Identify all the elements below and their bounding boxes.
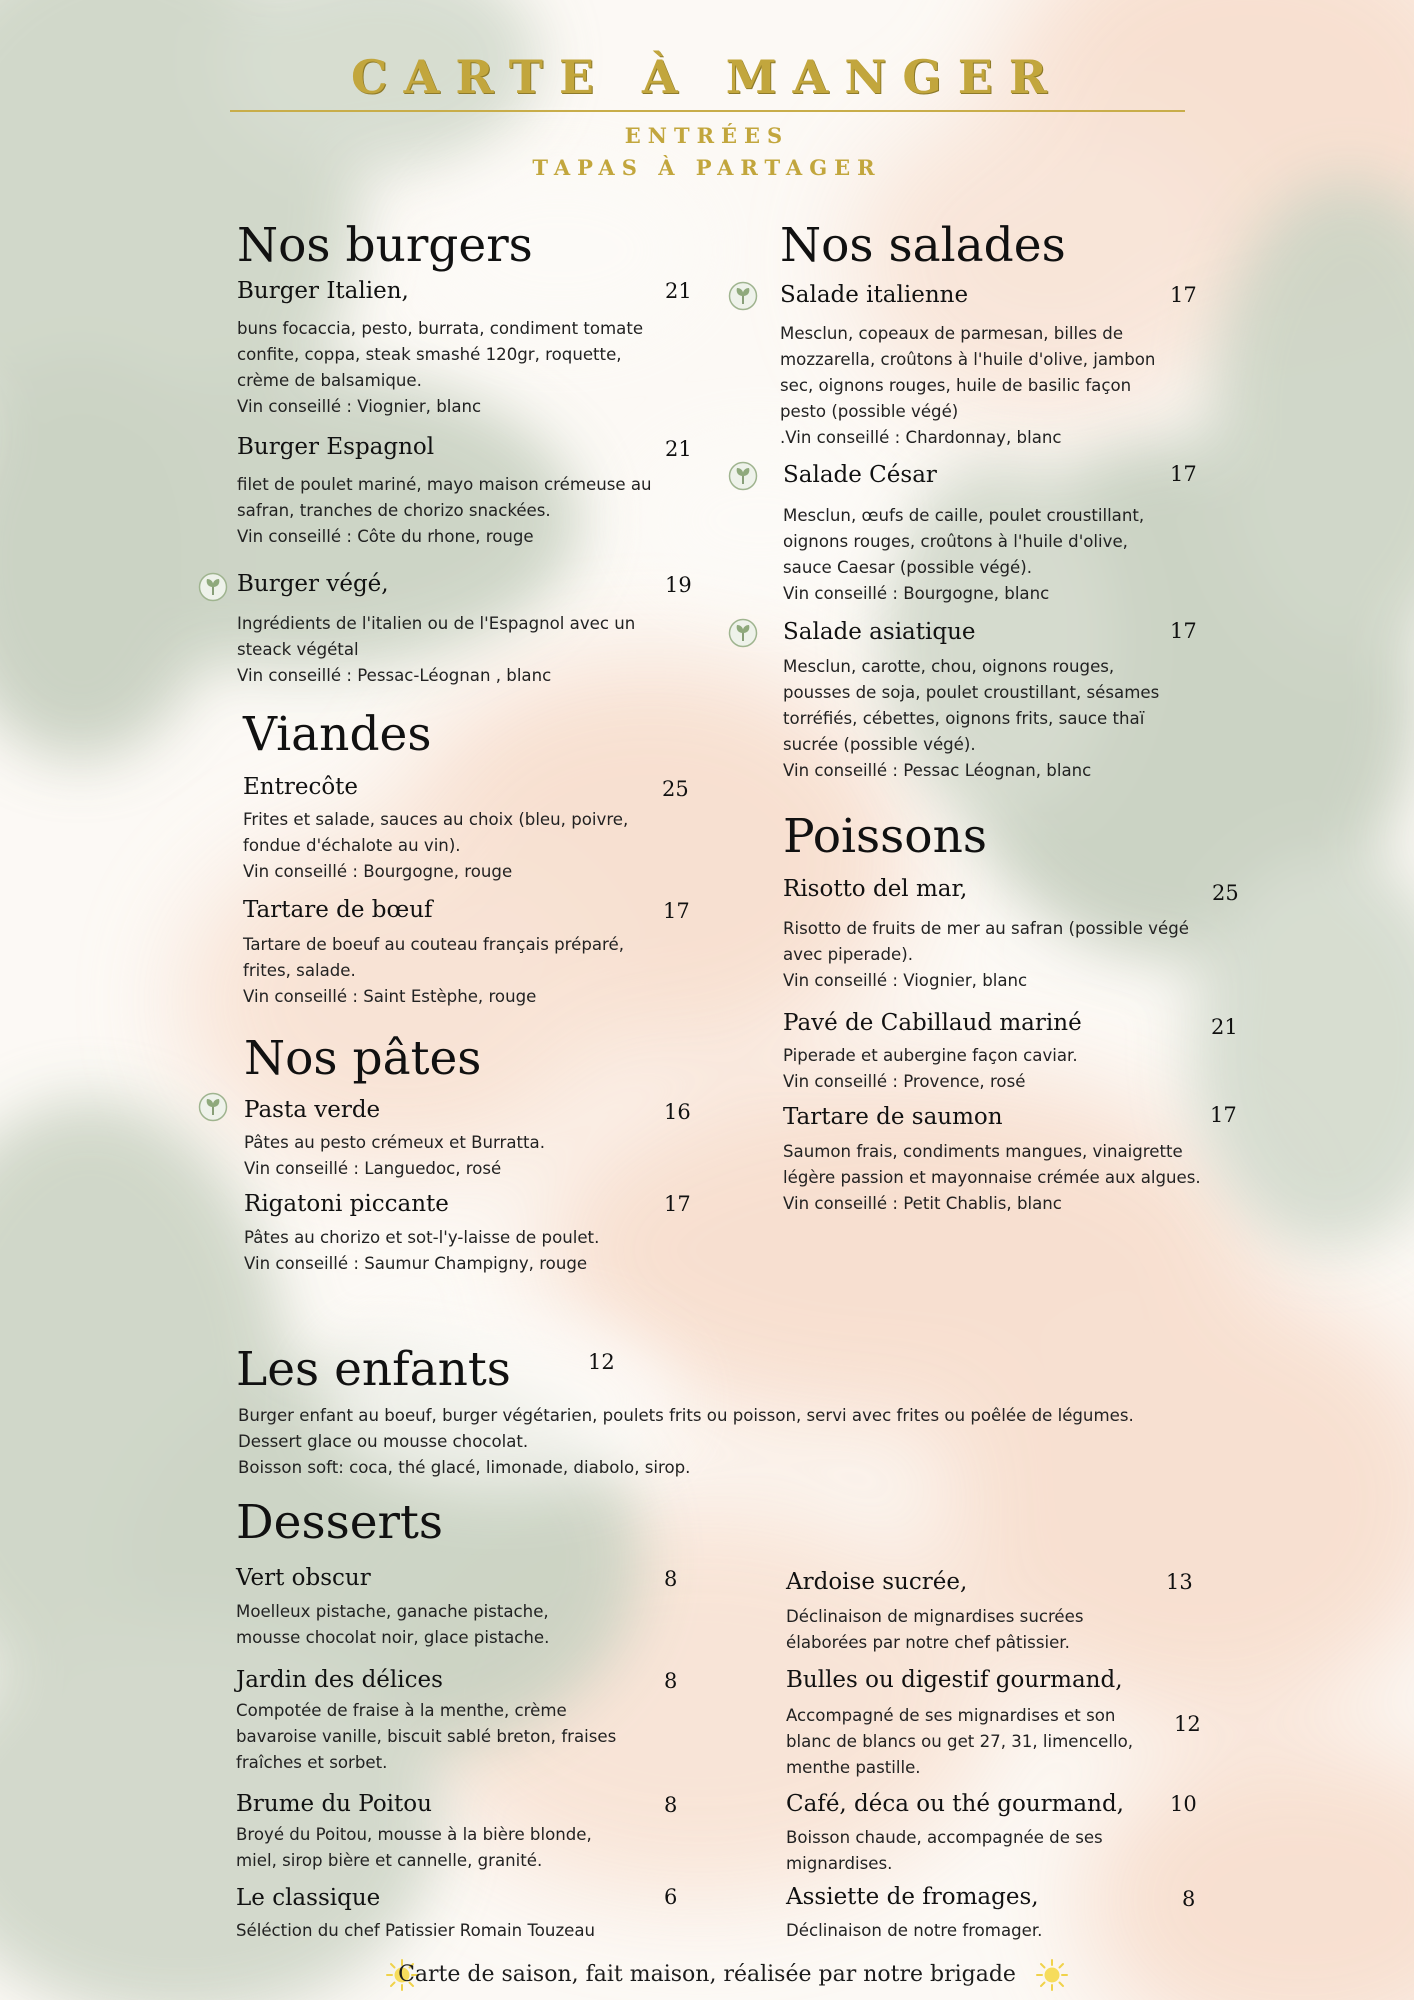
enfants-description: Burger enfant au boeuf, burger végétarien, poulets frits ou poisson, servi avec frites ou poêlée de légumes. Dessert glace ou mousse chocolat. Boisson soft: coca, thé glacé, limonade, diabolo, sirop.: [238, 1406, 1134, 1477]
item-name: Rigatoni piccante: [244, 1191, 449, 1217]
item-name: Salade César: [783, 462, 937, 488]
item-price: 21: [665, 437, 692, 461]
leaf-icon: [728, 461, 758, 491]
item-name: Tartare de saumon: [783, 1104, 1003, 1130]
item-price: 8: [1182, 1887, 1196, 1911]
item-price: 8: [664, 1793, 678, 1817]
footer-text: Carte de saison, fait maison, réalisée par notre brigade: [398, 1962, 1016, 1987]
section-title-burgers: Nos burgers: [237, 218, 533, 273]
section-title-pates: Nos pâtes: [244, 1031, 482, 1086]
item-description: Pâtes au chorizo et sot-l'y-laisse de poulet. Vin conseillé : Saumur Champigny, rouge: [244, 1228, 600, 1273]
item-price: 21: [665, 279, 692, 303]
item-name: Jardin des délices: [236, 1667, 443, 1693]
subtitle-entrees: ENTRÉES: [624, 123, 790, 148]
section-title-enfants: Les enfants: [236, 1342, 511, 1397]
item-price: 17: [1210, 1103, 1237, 1127]
item-description: Piperade et aubergine façon caviar. Vin conseillé : Provence, rosé: [783, 1046, 1078, 1091]
item-price: 8: [664, 1669, 678, 1693]
item-description: Saumon frais, condiments mangues, vinaigrette légère passion et mayonnaise crémée aux algues. Vin conseillé : Petit Chablis, blanc: [783, 1142, 1201, 1213]
item-name: Pavé de Cabillaud mariné: [783, 1010, 1082, 1036]
item-name: Burger Italien,: [237, 278, 409, 304]
item-description: Boisson chaude, accompagnée de ses mignardises.: [786, 1828, 1103, 1873]
item-description: Déclinaison de mignardises sucrées élaborées par notre chef pâtissier.: [786, 1607, 1084, 1652]
section-title-viandes: Viandes: [243, 707, 432, 762]
item-name: Burger végé,: [237, 571, 389, 597]
subtitle-tapas: TAPAS À PARTAGER: [532, 155, 882, 180]
item-description: Moelleux pistache, ganache pistache, mousse chocolat noir, glace pistache.: [236, 1602, 550, 1647]
item-price: 17: [663, 899, 690, 923]
leaf-icon: [728, 618, 758, 648]
item-description: Mesclun, œufs de caille, poulet croustillant, oignons rouges, croûtons à l'huile d'olive, sauce Caesar (possible végé). Vin conseillé : Bourgogne, blanc: [783, 506, 1145, 603]
item-name: Salade asiatique: [783, 619, 976, 645]
item-name: Ardoise sucrée,: [786, 1569, 968, 1595]
item-price: 25: [1212, 881, 1239, 905]
item-description: Mesclun, copeaux de parmesan, billes de mozzarella, croûtons à l'huile d'olive, jambon sec, oignons rouges, huile de basilic façon pesto (possible végé) .Vin conseillé : Chardonnay, blanc: [780, 324, 1156, 447]
item-description: Séléction du chef Patissier Romain Touzeau: [236, 1921, 596, 1940]
item-name: Risotto del mar,: [783, 876, 968, 902]
item-price: 17: [664, 1192, 691, 1216]
item-price: 21: [1211, 1015, 1238, 1039]
sun-icon: [1035, 1958, 1069, 1992]
item-price: 12: [588, 1350, 615, 1374]
item-description: Frites et salade, sauces au choix (bleu, poivre, fondue d'échalote au vin). Vin conseillé : Bourgogne, rouge: [243, 810, 629, 881]
item-name: Vert obscur: [236, 1565, 371, 1591]
leaf-icon: [728, 281, 758, 311]
leaf-icon: [198, 1092, 228, 1122]
menu-title: CARTE À MANGER: [351, 50, 1063, 104]
item-price: 17: [1170, 619, 1197, 643]
item-name: Bulles ou digestif gourmand,: [786, 1667, 1123, 1693]
title-divider: [230, 110, 1185, 112]
item-description: Pâtes au pesto crémeux et Burratta. Vin conseillé : Languedoc, rosé: [244, 1133, 545, 1178]
item-price: 8: [664, 1567, 678, 1591]
item-price: 17: [1170, 283, 1197, 307]
item-name: Assiette de fromages,: [786, 1884, 1039, 1910]
item-name: Entrecôte: [243, 774, 359, 800]
item-description: filet de poulet mariné, mayo maison crémeuse au safran, tranches de chorizo snackées. Vin conseillé : Côte du rhone, rouge: [237, 475, 652, 546]
section-title-salades: Nos salades: [780, 218, 1066, 273]
item-price: 16: [664, 1100, 691, 1124]
item-name: Salade italienne: [780, 282, 969, 308]
item-description: buns focaccia, pesto, burrata, condiment tomate confite, coppa, steak smashé 120gr, roquette, crème de balsamique. Vin conseillé : Viognier, blanc: [237, 319, 644, 416]
item-name: Café, déca ou thé gourmand,: [786, 1791, 1124, 1817]
item-description: Broyé du Poitou, mousse à la bière blonde, miel, sirop bière et cannelle, granité.: [236, 1825, 592, 1870]
item-description: Risotto de fruits de mer au safran (possible végé avec piperade). Vin conseillé : Viognier, blanc: [783, 919, 1189, 990]
item-name: Burger Espagnol: [237, 434, 435, 460]
item-name: Pasta verde: [244, 1097, 381, 1123]
item-name: Tartare de bœuf: [243, 897, 433, 923]
item-description: Accompagné de ses mignardises et son blanc de blancs ou get 27, 31, limencello, menthe pastille.: [786, 1706, 1134, 1777]
item-description: Compotée de fraise à la menthe, crème bavaroise vanille, biscuit sablé breton, fraises fraîches et sorbet.: [236, 1701, 617, 1772]
item-name: Le classique: [236, 1885, 381, 1911]
section-title-poissons: Poissons: [783, 809, 987, 864]
item-price: 12: [1174, 1712, 1201, 1736]
item-price: 10: [1170, 1792, 1197, 1816]
item-price: 19: [665, 573, 692, 597]
leaf-icon: [198, 572, 228, 602]
item-name: Brume du Poitou: [236, 1791, 432, 1817]
item-price: 17: [1170, 462, 1197, 486]
item-description: Déclinaison de notre fromager.: [786, 1921, 1043, 1940]
item-price: 6: [664, 1885, 678, 1909]
item-price: 13: [1166, 1570, 1193, 1594]
item-description: Tartare de boeuf au couteau français préparé, frites, salade. Vin conseillé : Saint Estèphe, rouge: [243, 935, 624, 1006]
item-description: Mesclun, carotte, chou, oignons rouges, pousses de soja, poulet croustillant, sésames torréfiés, cébettes, oignons frits, sauce thaï sucrée (possible végé). Vin conseillé : Pessac Léognan, blanc: [783, 657, 1160, 780]
item-price: 25: [662, 777, 689, 801]
section-title-desserts: Desserts: [236, 1495, 444, 1550]
item-description: Ingrédients de l'italien ou de l'Espagnol avec un steack végétal Vin conseillé : Pessac-Léognan , blanc: [237, 614, 636, 685]
